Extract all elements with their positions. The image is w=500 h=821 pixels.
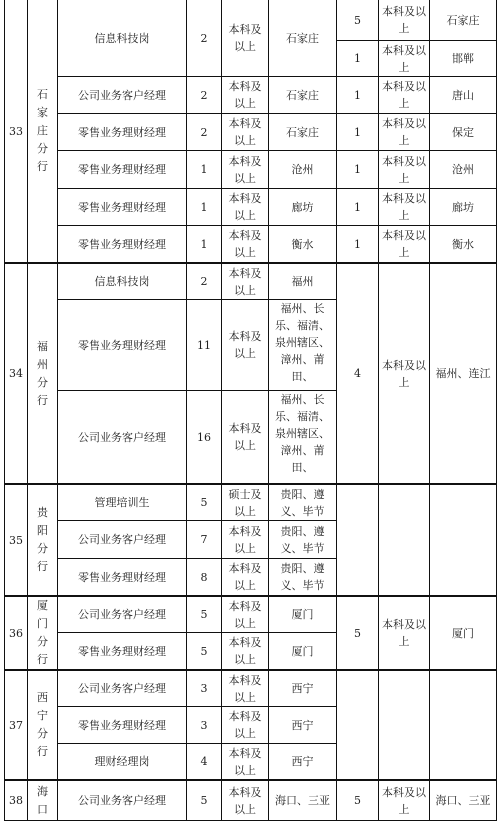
campus-count: 1 (354, 200, 361, 214)
campus-location: 廊坊 (452, 200, 474, 214)
campus-count: 1 (354, 52, 361, 65)
job-education: 本科及以上 (228, 422, 262, 452)
job-education: 本科及以上 (228, 710, 262, 740)
job-location: 海口、三亚 (275, 794, 330, 807)
campus-education: 本科及以上 (382, 80, 426, 110)
job-title: 公司业务客户经理 (78, 682, 166, 695)
campus-education: 本科及以上 (382, 229, 426, 259)
branch-char: 行 (37, 160, 48, 173)
job-title: 公司业务客户经理 (78, 794, 166, 807)
job-education: 本科及以上 (228, 80, 262, 110)
job-education: 本科及以上 (228, 330, 262, 360)
campus-count: 4 (354, 367, 361, 380)
job-count: 11 (197, 338, 211, 352)
branch-char: 行 (37, 745, 48, 758)
job-education: 本科及以上 (228, 599, 262, 630)
job-title: 信息科技岗 (94, 31, 150, 45)
branch-char: 石 (37, 88, 48, 101)
job-title: 零售业务理财经理 (78, 570, 166, 584)
job-education: 本科及以上 (228, 266, 262, 297)
job-count: 8 (200, 570, 208, 584)
branch-char: 分 (37, 635, 48, 648)
job-title: 零售业务理财经理 (78, 125, 166, 139)
job-location: 石家庄 (286, 125, 319, 139)
job-location: 沧州 (291, 163, 314, 176)
row-number: 37 (9, 718, 23, 732)
job-education: 本科及以上 (228, 23, 262, 53)
branch-name (28, 597, 57, 669)
job-title: 公司业务客户经理 (78, 430, 166, 444)
job-location: 厦门 (291, 608, 314, 621)
job-count: 3 (200, 718, 208, 732)
job-title: 零售业务理财经理 (78, 237, 166, 251)
job-education: 本科及以上 (228, 673, 262, 704)
job-location: 西宁 (291, 755, 314, 768)
job-count: 2 (200, 31, 208, 45)
branch-char: 行 (37, 560, 48, 573)
branch-char: 门 (37, 617, 48, 630)
job-count: 16 (197, 430, 211, 444)
job-education: 本科及以上 (228, 746, 262, 777)
job-title: 零售业务理财经理 (78, 200, 166, 214)
job-count: 2 (200, 275, 208, 288)
job-location: 石家庄 (286, 88, 319, 102)
job-education: 本科及以上 (228, 785, 262, 816)
job-location: 福州、长乐、福清、泉州辖区、漳州、莆田、 (275, 393, 330, 474)
job-title: 零售业务理财经理 (78, 338, 166, 352)
campus-education: 本科及以上 (382, 192, 426, 222)
job-count: 2 (200, 88, 208, 102)
job-count: 1 (200, 200, 208, 214)
job-location: 贵阳、遵义、毕节 (280, 562, 325, 592)
branch-char: 庄 (37, 124, 48, 137)
campus-education: 本科及以上 (382, 785, 426, 816)
row-number: 38 (9, 794, 23, 807)
campus-location: 厦门 (452, 626, 474, 640)
branch-char: 海 (37, 784, 48, 798)
campus-count: 5 (354, 13, 361, 27)
branch-name (28, 781, 57, 820)
grid-line (496, 0, 497, 821)
campus-education: 本科及以上 (382, 117, 426, 147)
branch-char: 贵 (37, 506, 48, 519)
branch-char: 厦 (37, 599, 48, 612)
campus-location: 唐山 (452, 88, 474, 102)
job-location: 西宁 (291, 682, 314, 695)
job-location: 厦门 (291, 644, 314, 658)
branch-char: 宁 (37, 709, 48, 722)
branch-char: 分 (37, 542, 48, 555)
job-location: 福州、长乐、福清、泉州辖区、漳州、莆田、 (275, 302, 330, 383)
job-location: 贵阳、遵义、毕节 (280, 487, 325, 518)
campus-count: 1 (354, 163, 361, 176)
job-location: 贵阳、遵义、毕节 (280, 524, 325, 555)
campus-location: 福州、连江 (435, 367, 491, 380)
campus-location: 保定 (452, 125, 474, 139)
job-title: 零售业务理财经理 (78, 163, 166, 176)
job-location: 西宁 (291, 718, 314, 732)
campus-location: 沧州 (452, 163, 474, 176)
job-count: 3 (200, 682, 208, 695)
branch-char: 阳 (37, 524, 48, 537)
branch-char: 福 (37, 339, 48, 353)
job-education: 硕士及以上 (228, 487, 262, 518)
job-location: 廊坊 (291, 200, 314, 214)
campus-education: 本科及以上 (382, 5, 426, 35)
branch-char: 口 (37, 802, 48, 816)
row-number: 36 (9, 626, 23, 640)
row-number: 34 (9, 367, 23, 380)
row-number: 33 (9, 124, 23, 138)
job-count: 7 (200, 533, 208, 546)
campus-location: 邯郸 (452, 52, 474, 65)
job-title: 信息科技岗 (94, 275, 150, 288)
job-count: 1 (200, 163, 208, 176)
campus-count: 5 (354, 626, 361, 640)
campus-location: 石家庄 (446, 13, 480, 27)
branch-name (28, 0, 57, 262)
job-education: 本科及以上 (228, 229, 262, 259)
job-education: 本科及以上 (228, 524, 262, 555)
job-location: 福州 (291, 275, 314, 288)
job-education: 本科及以上 (228, 562, 262, 592)
job-count: 4 (200, 755, 208, 768)
campus-location: 海口、三亚 (435, 794, 491, 807)
job-title: 零售业务理财经理 (78, 718, 166, 732)
job-title: 理财经理岗 (94, 755, 150, 768)
job-count: 5 (200, 496, 208, 509)
row-number: 35 (9, 533, 23, 547)
branch-char: 西 (37, 691, 48, 704)
job-education: 本科及以上 (228, 192, 262, 222)
job-count: 2 (200, 125, 208, 139)
campus-education: 本科及以上 (382, 358, 426, 389)
job-title: 公司业务客户经理 (78, 608, 166, 621)
campus-education: 本科及以上 (382, 154, 426, 185)
job-education: 本科及以上 (228, 117, 262, 147)
job-count: 1 (200, 237, 208, 251)
branch-name (28, 264, 57, 483)
branch-char: 分 (37, 375, 48, 389)
campus-education: 本科及以上 (382, 43, 426, 74)
job-education: 本科及以上 (228, 154, 262, 185)
job-count: 5 (200, 608, 208, 621)
branch-char: 行 (37, 393, 48, 407)
job-title: 零售业务理财经理 (78, 644, 166, 658)
campus-education: 本科及以上 (382, 618, 426, 648)
campus-count: 1 (354, 125, 361, 139)
job-location: 石家庄 (286, 31, 319, 45)
branch-char: 分 (37, 142, 48, 155)
campus-count: 5 (354, 794, 361, 807)
job-title: 公司业务客户经理 (78, 88, 166, 102)
job-location: 衡水 (291, 237, 314, 251)
branch-name (28, 485, 57, 595)
job-education: 本科及以上 (228, 636, 262, 666)
branch-char: 家 (37, 106, 48, 119)
campus-count: 1 (354, 237, 361, 251)
branch-char: 州 (37, 357, 48, 371)
job-count: 5 (200, 644, 208, 658)
branch-char: 分 (37, 727, 48, 740)
branch-char: 行 (37, 653, 48, 666)
campus-location: 衡水 (452, 237, 474, 251)
branch-name (28, 671, 57, 779)
job-title: 管理培训生 (94, 496, 150, 509)
job-count: 5 (200, 794, 208, 807)
campus-count: 1 (354, 88, 361, 102)
job-title: 公司业务客户经理 (78, 533, 166, 546)
